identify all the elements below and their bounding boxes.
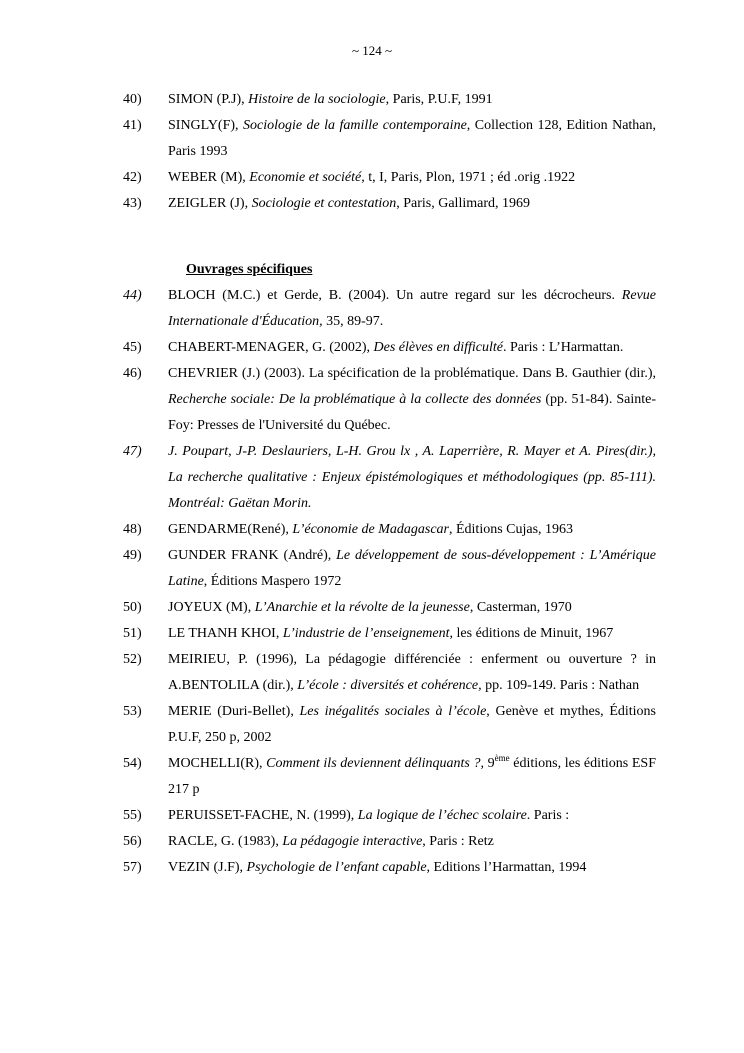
reference-text xyxy=(168,829,656,855)
reference-text xyxy=(168,751,656,803)
reference-text xyxy=(168,595,656,621)
reference-number: 41) xyxy=(123,118,142,133)
reference-segment: , Editions l’Harmattan, 1994 xyxy=(426,860,587,875)
reference-number: 55) xyxy=(123,808,142,823)
reference-title: Psychologie de l’enfant capable xyxy=(246,860,427,875)
reference-number: 46) xyxy=(123,366,142,381)
reference-text xyxy=(168,191,656,217)
reference-segment: , t, I, Paris, Plon, 1971 ; éd .orig .1922 xyxy=(361,170,576,185)
reference-text xyxy=(168,283,656,335)
reference-number: 51) xyxy=(123,626,142,641)
reference-segment: MEIRIEU, P. (1996), La pédagogie différenciée : enferment ou ouverture ? in A.BENTOLILA (dir.), xyxy=(168,652,656,693)
reference-text xyxy=(168,621,656,647)
reference-text xyxy=(168,803,656,829)
reference-segment: SINGLY(F), xyxy=(168,118,243,133)
reference-number: 40) xyxy=(123,92,142,107)
reference-entry xyxy=(123,439,656,517)
reference-entry xyxy=(123,803,656,829)
reference-segment: . Paris : xyxy=(526,808,570,823)
reference-segment: GENDARME(René), xyxy=(168,522,293,537)
reference-number: 54) xyxy=(123,756,142,771)
reference-title: Comment ils deviennent délinquants ?, xyxy=(266,756,484,771)
reference-entry xyxy=(123,113,656,165)
reference-entry xyxy=(123,191,656,217)
reference-title: Le développement de sous-développement : L’Amérique Latine xyxy=(168,548,656,589)
reference-entry xyxy=(123,543,656,595)
reference-segment: ZEIGLER (J), xyxy=(168,196,252,211)
reference-entry xyxy=(123,361,656,439)
reference-number: 44) xyxy=(123,288,142,303)
specific-references-list xyxy=(123,283,656,881)
reference-segment: MERIE (Duri-Bellet), xyxy=(168,704,300,719)
reference-text xyxy=(168,165,656,191)
reference-entry xyxy=(123,855,656,881)
reference-text xyxy=(168,647,656,699)
reference-title: Histoire de la sociologie xyxy=(248,92,386,107)
reference-number: 43) xyxy=(123,196,142,211)
reference-segment: WEBER (M), xyxy=(168,170,250,185)
reference-entry xyxy=(123,165,656,191)
reference-number: 50) xyxy=(123,600,142,615)
reference-entry xyxy=(123,283,656,335)
reference-segment: 35, 89-97. xyxy=(322,314,384,329)
section-heading-specific-works: Ouvrages spécifiques xyxy=(186,262,313,277)
reference-segment: SIMON (P.J), xyxy=(168,92,249,107)
reference-segment: VEZIN (J.F), xyxy=(168,860,247,875)
reference-number: 45) xyxy=(123,340,142,355)
reference-title: L’économie de Madagascar xyxy=(292,522,449,537)
reference-title: Sociologie et contestation xyxy=(251,196,397,211)
reference-title: Economie et société xyxy=(249,170,362,185)
reference-segment: CHEVRIER (J.) (2003). La spécification de la problématique. Dans B. Gauthier (dir.), xyxy=(168,366,656,381)
reference-segment: CHABERT-MENAGER, G. (2002), xyxy=(168,340,374,355)
reference-title: Recherche sociale: De la problématique à la collecte des données xyxy=(168,392,542,407)
reference-text xyxy=(168,361,656,439)
reference-segment: . Paris : L’Harmattan. xyxy=(502,340,624,355)
reference-text xyxy=(168,439,656,517)
reference-text xyxy=(168,517,656,543)
general-references-list xyxy=(123,87,656,217)
page-number: ~ 124 ~ xyxy=(351,43,393,58)
reference-segment: , Paris : Retz xyxy=(422,834,494,849)
reference-segment: GUNDER FRANK (André), xyxy=(168,548,337,563)
reference-entry xyxy=(123,829,656,855)
reference-text xyxy=(168,855,656,881)
reference-text xyxy=(168,699,656,751)
reference-number: 56) xyxy=(123,834,142,849)
reference-title: Les inégalités sociales à l’école xyxy=(299,704,487,719)
reference-number: 57) xyxy=(123,860,142,875)
reference-entry xyxy=(123,517,656,543)
reference-segment: BLOCH (M.C.) et Gerde, B. (2004). Un autre regard sur les décrocheurs. xyxy=(168,288,622,303)
reference-segment: , Casterman, 1970 xyxy=(469,600,572,615)
reference-entry xyxy=(123,751,656,803)
reference-segment: , Éditions Maspero 1972 xyxy=(203,574,342,589)
reference-number: 52) xyxy=(123,652,142,667)
reference-title: Sociologie de la famille contemporaine xyxy=(242,118,467,133)
reference-segment: , Collection 128, Edition Nathan, Paris 1993 xyxy=(168,118,657,159)
reference-entry xyxy=(123,595,656,621)
reference-number: 42) xyxy=(123,170,142,185)
reference-segment: LE THANH KHOI, xyxy=(168,626,283,641)
reference-title: L’école : diversités et cohérence, xyxy=(297,678,482,693)
reference-entry xyxy=(123,335,656,361)
reference-segment: , Éditions Cujas, 1963 xyxy=(448,522,574,537)
reference-segment: éditions, les éditions ESF 217 p xyxy=(168,756,656,797)
bibliography xyxy=(123,87,656,881)
reference-segment: MOCHELLI(R), xyxy=(168,756,267,771)
reference-segment: 9 xyxy=(484,756,495,771)
reference-text xyxy=(168,113,656,165)
reference-segment: pp. 109-149. Paris : Nathan xyxy=(481,678,640,693)
reference-number: 48) xyxy=(123,522,142,537)
reference-number: 53) xyxy=(123,704,142,719)
reference-segment: JOYEUX (M), xyxy=(168,600,255,615)
reference-number: 47) xyxy=(123,444,142,459)
reference-title: Des élèves en difficulté xyxy=(373,340,503,355)
reference-title: Revue Internationale d'Éducation, xyxy=(168,288,656,329)
reference-segment: J. Poupart, J-P. Deslauriers, L-H. Grou lx , A. Laperrière, R. Mayer et A. Pires(dir.), La recherche qualitative : Enjeux épistémologiques et méthodologiques (pp. 85-111). Montréal: Gaëtan Morin. xyxy=(168,444,656,511)
reference-entry xyxy=(123,621,656,647)
reference-title: L’industrie de l’enseignement xyxy=(282,626,450,641)
reference-segment: , Genève et mythes, Éditions P.U.F, 250 p, 2002 xyxy=(168,704,656,745)
section-gap xyxy=(123,217,656,257)
reference-text xyxy=(168,335,656,361)
superscript-text: ème xyxy=(494,753,510,763)
reference-entry xyxy=(123,647,656,699)
reference-segment: PERUISSET-FACHE, N. (1999), xyxy=(168,808,358,823)
reference-entry xyxy=(123,699,656,751)
reference-segment: , Paris, P.U.F, 1991 xyxy=(385,92,493,107)
reference-text xyxy=(168,87,656,113)
reference-segment: , les éditions de Minuit, 1967 xyxy=(449,626,614,641)
reference-number: 49) xyxy=(123,548,142,563)
reference-title: La logique de l’échec scolaire xyxy=(357,808,527,823)
reference-title: La pédagogie interactive xyxy=(282,834,423,849)
reference-entry xyxy=(123,87,656,113)
reference-segment: , Paris, Gallimard, 1969 xyxy=(396,196,530,211)
reference-segment: (pp. 51-84). Sainte-Foy: Presses de l'Université du Québec. xyxy=(168,392,656,433)
reference-title: L’Anarchie et la révolte de la jeunesse xyxy=(254,600,470,615)
reference-segment: RACLE, G. (1983), xyxy=(168,834,283,849)
reference-text xyxy=(168,543,656,595)
